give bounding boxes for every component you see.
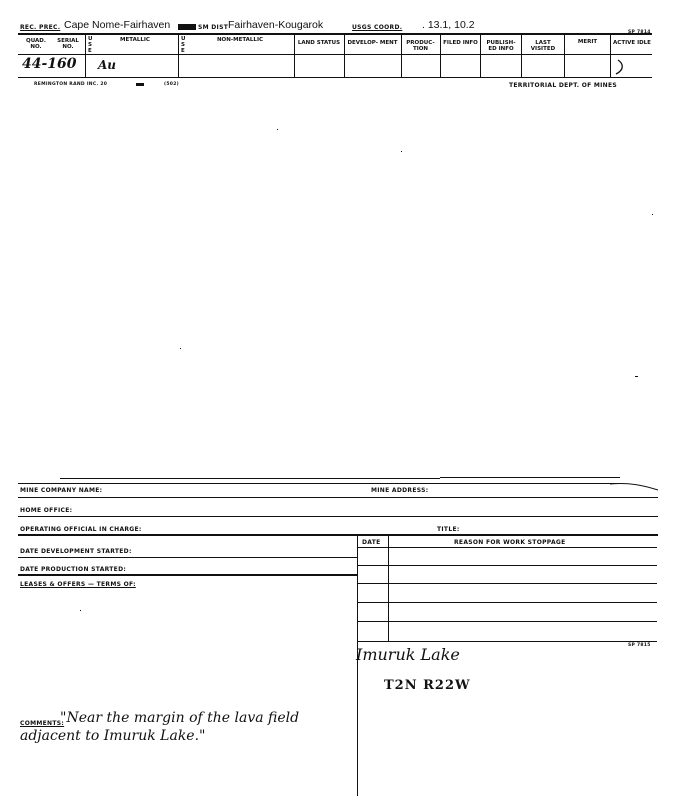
card-top-rule-2 <box>18 483 618 484</box>
stoppage-row <box>357 641 657 642</box>
record-metallic: Au <box>98 58 117 72</box>
stoppage-row <box>357 583 657 584</box>
scan-speck <box>80 610 81 611</box>
mine-address-label: MINE ADDRESS: <box>371 487 429 494</box>
reason-column-label: REASON FOR WORK STOPPAGE <box>454 539 566 546</box>
printer-code: (502) <box>164 82 180 87</box>
comment-line-2: adjacent to Imuruk Lake." <box>20 728 206 744</box>
col-sep <box>344 34 345 77</box>
scan-speck <box>652 214 653 215</box>
col-land-status: LAND STATUS <box>297 40 341 46</box>
col-development: DEVELOP- MENT <box>347 40 398 46</box>
leases-label: LEASES & OFFERS — TERMS OF: <box>20 581 136 588</box>
col-sep <box>564 34 565 77</box>
printer-credit: REMINGTON RAND INC. 20 <box>34 82 108 87</box>
col-quad: QUAD. NO. <box>26 38 46 50</box>
col-use-nonmetallic: U S E <box>181 36 186 54</box>
date-development-label: DATE DEVELOPMENT STARTED: <box>20 548 132 555</box>
mine-company-label: MINE COMPANY NAME: <box>20 487 103 494</box>
col-filed-info: FILED INFO <box>443 40 478 46</box>
row-rule <box>18 574 357 576</box>
col-serial: SERIAL NO. <box>57 38 79 50</box>
row-rule <box>18 534 658 536</box>
col-sep <box>440 34 441 77</box>
col-use-metallic: U S E <box>88 36 93 54</box>
col-active-idle: ACTIVE IDLE <box>613 40 651 46</box>
check-mark-icon <box>614 58 630 78</box>
title-label: TITLE: <box>437 526 460 533</box>
row-bottom-rule <box>18 77 652 78</box>
col-nonmetallic: NON-METALLIC <box>216 37 264 43</box>
rec-prec-label: REC. PREC. <box>20 24 61 31</box>
redaction-mark <box>136 83 144 86</box>
col-sep <box>521 34 522 77</box>
stoppage-row <box>357 621 657 622</box>
card-corner-curve <box>610 476 660 492</box>
col-metallic: METALLIC <box>120 37 150 43</box>
date-col-divider <box>388 536 389 642</box>
date-column-label: DATE <box>362 539 381 546</box>
operating-official-label: OPERATING OFFICIAL IN CHARGE: <box>20 526 142 533</box>
col-sep <box>178 34 179 77</box>
sm-dist-label: SM DIST <box>198 24 229 31</box>
handwritten-township: T2N R22W <box>384 678 471 693</box>
col-sep <box>294 34 295 77</box>
redaction-mark <box>178 24 196 30</box>
scan-speck <box>277 129 278 130</box>
sm-dist-value: Fairhaven-Kougarok <box>228 19 324 31</box>
header-rule <box>18 33 652 35</box>
form-number-bottom: SP 7815 <box>628 643 651 648</box>
row-rule <box>18 557 357 558</box>
stoppage-header-rule <box>357 547 657 548</box>
col-sep <box>480 34 481 77</box>
stoppage-row <box>357 565 657 566</box>
stoppage-row <box>357 602 657 603</box>
col-production: PRODUC- TION <box>406 40 435 52</box>
comment-line-1: "Near the margin of the lava field <box>60 710 300 726</box>
department-label: TERRITORIAL DEPT. OF MINES <box>509 82 618 89</box>
scan-speck <box>635 376 638 377</box>
card-top-rule <box>60 478 440 479</box>
usgs-coord-value: . 13.1, 10.2 <box>422 19 475 31</box>
row-rule <box>18 497 658 498</box>
col-merit: MERIT <box>577 39 598 45</box>
col-last-visited: LAST VISITED <box>530 40 556 52</box>
rec-prec-value: Cape Nome-Fairhaven <box>64 19 171 31</box>
scan-speck <box>180 348 181 349</box>
handwritten-location: Imuruk Lake <box>356 645 460 664</box>
home-office-label: HOME OFFICE: <box>20 507 73 514</box>
card-divider <box>357 536 358 796</box>
col-published-info: PUBLISH- ED INFO <box>486 40 516 52</box>
col-sep <box>85 34 86 77</box>
usgs-coord-label: USGS COORD. <box>352 24 403 31</box>
record-number: 44-160 <box>22 56 77 72</box>
column-rule <box>18 54 652 55</box>
card-top-rule <box>440 477 620 478</box>
comments-label: COMMENTS: <box>20 720 65 727</box>
col-sep <box>610 34 611 77</box>
row-rule <box>18 516 658 517</box>
date-production-label: DATE PRODUCTION STARTED: <box>20 566 127 573</box>
scan-speck <box>401 151 402 152</box>
